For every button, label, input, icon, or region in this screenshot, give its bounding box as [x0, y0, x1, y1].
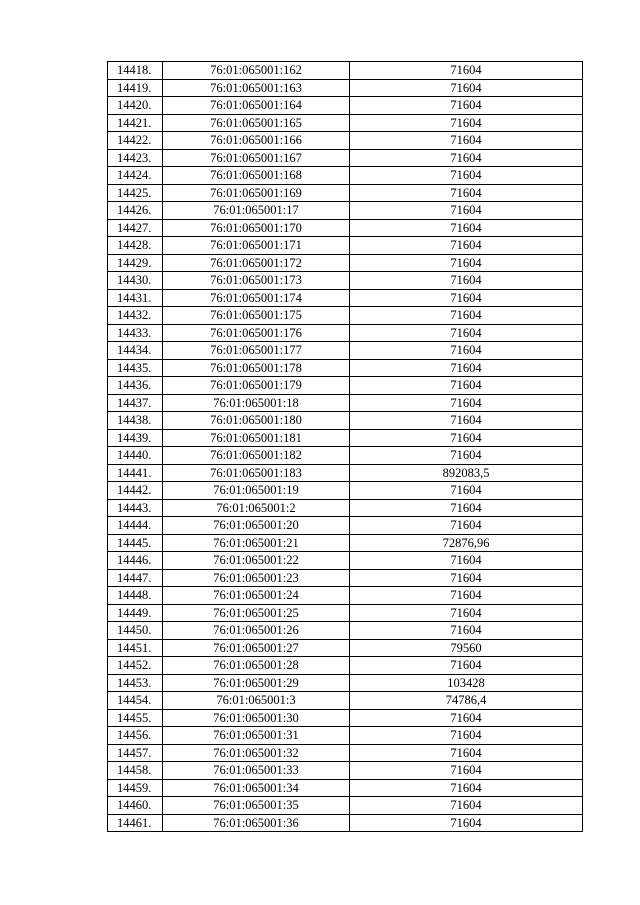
value-cell: 71604: [350, 814, 583, 832]
row-number-cell: 14422.: [108, 132, 163, 150]
row-number-cell: 14455.: [108, 709, 163, 727]
cadastral-number-cell: 76:01:065001:26: [163, 622, 350, 640]
value-cell: 74786,4: [350, 692, 583, 710]
value-cell: 71604: [350, 289, 583, 307]
row-number-cell: 14446.: [108, 552, 163, 570]
row-number-cell: 14437.: [108, 394, 163, 412]
row-number-cell: 14436.: [108, 377, 163, 395]
row-number-cell: 14452.: [108, 657, 163, 675]
value-cell: 71604: [350, 569, 583, 587]
table-row: [108, 289, 583, 307]
table-row: [108, 727, 583, 745]
value-cell: 71604: [350, 447, 583, 465]
row-number-cell: 14456.: [108, 727, 163, 745]
cadastral-number-cell: 76:01:065001:165: [163, 114, 350, 132]
cadastral-number-cell: 76:01:065001:20: [163, 517, 350, 535]
table-row: [108, 587, 583, 605]
cadastral-number-cell: 76:01:065001:28: [163, 657, 350, 675]
cadastral-number-cell: 76:01:065001:177: [163, 342, 350, 360]
row-number-cell: 14430.: [108, 272, 163, 290]
row-number-cell: 14424.: [108, 167, 163, 185]
table-row: [108, 429, 583, 447]
value-cell: 71604: [350, 202, 583, 220]
table-row: [108, 709, 583, 727]
cadastral-number-cell: 76:01:065001:29: [163, 674, 350, 692]
cadastral-number-cell: 76:01:065001:170: [163, 219, 350, 237]
value-cell: 71604: [350, 779, 583, 797]
value-cell: 71604: [350, 482, 583, 500]
table-row: [108, 534, 583, 552]
value-cell: 71604: [350, 97, 583, 115]
table-row: [108, 464, 583, 482]
row-number-cell: 14432.: [108, 307, 163, 325]
table-row: [108, 377, 583, 395]
value-cell: 71604: [350, 307, 583, 325]
row-number-cell: 14460.: [108, 797, 163, 815]
cadastral-number-cell: 76:01:065001:21: [163, 534, 350, 552]
cadastral-number-cell: 76:01:065001:32: [163, 744, 350, 762]
cadastral-number-cell: 76:01:065001:31: [163, 727, 350, 745]
row-number-cell: 14438.: [108, 412, 163, 430]
row-number-cell: 14435.: [108, 359, 163, 377]
table-row: [108, 814, 583, 832]
cadastral-number-cell: 76:01:065001:172: [163, 254, 350, 272]
cadastral-number-cell: 76:01:065001:23: [163, 569, 350, 587]
row-number-cell: 14449.: [108, 604, 163, 622]
row-number-cell: 14423.: [108, 149, 163, 167]
value-cell: 71604: [350, 657, 583, 675]
table-row: [108, 114, 583, 132]
cadastral-number-cell: 76:01:065001:34: [163, 779, 350, 797]
row-number-cell: 14457.: [108, 744, 163, 762]
row-number-cell: 14458.: [108, 762, 163, 780]
table-row: [108, 359, 583, 377]
value-cell: 71604: [350, 517, 583, 535]
value-cell: 71604: [350, 167, 583, 185]
value-cell: 71604: [350, 184, 583, 202]
value-cell: 79560: [350, 639, 583, 657]
table-row: [108, 412, 583, 430]
table-row: [108, 674, 583, 692]
table-row: [108, 552, 583, 570]
value-cell: 71604: [350, 412, 583, 430]
table-row: [108, 62, 583, 80]
cadastral-number-cell: 76:01:065001:168: [163, 167, 350, 185]
cadastral-number-cell: 76:01:065001:163: [163, 79, 350, 97]
table-row: [108, 237, 583, 255]
table-row: [108, 569, 583, 587]
cadastral-number-cell: 76:01:065001:2: [163, 499, 350, 517]
value-cell: 71604: [350, 377, 583, 395]
table-row: [108, 639, 583, 657]
row-number-cell: 14461.: [108, 814, 163, 832]
cadastral-number-cell: 76:01:065001:174: [163, 289, 350, 307]
cadastral-number-cell: 76:01:065001:30: [163, 709, 350, 727]
table-row: [108, 604, 583, 622]
value-cell: 71604: [350, 762, 583, 780]
value-cell: 71604: [350, 394, 583, 412]
value-cell: 71604: [350, 272, 583, 290]
row-number-cell: 14418.: [108, 62, 163, 80]
value-cell: 71604: [350, 499, 583, 517]
row-number-cell: 14420.: [108, 97, 163, 115]
row-number-cell: 14454.: [108, 692, 163, 710]
cadastral-number-cell: 76:01:065001:35: [163, 797, 350, 815]
cadastral-number-cell: 76:01:065001:27: [163, 639, 350, 657]
value-cell: 71604: [350, 797, 583, 815]
value-cell: 71604: [350, 429, 583, 447]
value-cell: 71604: [350, 342, 583, 360]
value-cell: 71604: [350, 219, 583, 237]
value-cell: 103428: [350, 674, 583, 692]
cadastral-number-cell: 76:01:065001:162: [163, 62, 350, 80]
cadastral-number-cell: 76:01:065001:173: [163, 272, 350, 290]
value-cell: 71604: [350, 62, 583, 80]
value-cell: 71604: [350, 254, 583, 272]
row-number-cell: 14433.: [108, 324, 163, 342]
row-number-cell: 14419.: [108, 79, 163, 97]
table-row: [108, 132, 583, 150]
row-number-cell: 14453.: [108, 674, 163, 692]
row-number-cell: 14427.: [108, 219, 163, 237]
cadastral-number-cell: 76:01:065001:3: [163, 692, 350, 710]
table-row: [108, 744, 583, 762]
value-cell: 71604: [350, 114, 583, 132]
row-number-cell: 14429.: [108, 254, 163, 272]
value-cell: 72876,96: [350, 534, 583, 552]
table-row: [108, 149, 583, 167]
table-row: [108, 779, 583, 797]
cadastral-number-cell: 76:01:065001:181: [163, 429, 350, 447]
cadastral-number-cell: 76:01:065001:24: [163, 587, 350, 605]
cadastral-number-cell: 76:01:065001:17: [163, 202, 350, 220]
cadastral-number-cell: 76:01:065001:171: [163, 237, 350, 255]
cadastral-number-cell: 76:01:065001:182: [163, 447, 350, 465]
table-row: [108, 79, 583, 97]
value-cell: 71604: [350, 359, 583, 377]
table-row: [108, 394, 583, 412]
cadastral-number-cell: 76:01:065001:22: [163, 552, 350, 570]
cadastral-number-cell: 76:01:065001:183: [163, 464, 350, 482]
row-number-cell: 14448.: [108, 587, 163, 605]
table-row: [108, 272, 583, 290]
value-cell: 71604: [350, 709, 583, 727]
table-row: [108, 219, 583, 237]
value-cell: 71604: [350, 149, 583, 167]
table-row: [108, 692, 583, 710]
table-row: [108, 447, 583, 465]
table-row: [108, 254, 583, 272]
row-number-cell: 14443.: [108, 499, 163, 517]
cadastral-number-cell: 76:01:065001:164: [163, 97, 350, 115]
row-number-cell: 14450.: [108, 622, 163, 640]
value-cell: 71604: [350, 604, 583, 622]
value-cell: 71604: [350, 237, 583, 255]
cadastral-number-cell: 76:01:065001:19: [163, 482, 350, 500]
row-number-cell: 14444.: [108, 517, 163, 535]
cadastral-number-cell: 76:01:065001:176: [163, 324, 350, 342]
cadastral-number-cell: 76:01:065001:36: [163, 814, 350, 832]
value-cell: 71604: [350, 79, 583, 97]
row-number-cell: 14451.: [108, 639, 163, 657]
cadastral-value-table: [107, 61, 583, 832]
table-row: [108, 184, 583, 202]
cadastral-number-cell: 76:01:065001:178: [163, 359, 350, 377]
table-row: [108, 324, 583, 342]
cadastral-number-cell: 76:01:065001:180: [163, 412, 350, 430]
table-row: [108, 517, 583, 535]
row-number-cell: 14441.: [108, 464, 163, 482]
table-row: [108, 167, 583, 185]
cadastral-number-cell: 76:01:065001:167: [163, 149, 350, 167]
table-row: [108, 797, 583, 815]
row-number-cell: 14439.: [108, 429, 163, 447]
cadastral-number-cell: 76:01:065001:33: [163, 762, 350, 780]
value-cell: 71604: [350, 727, 583, 745]
row-number-cell: 14431.: [108, 289, 163, 307]
table-row: [108, 657, 583, 675]
table-row: [108, 97, 583, 115]
row-number-cell: 14428.: [108, 237, 163, 255]
value-cell: 71604: [350, 622, 583, 640]
row-number-cell: 14434.: [108, 342, 163, 360]
table-body: [108, 62, 583, 832]
row-number-cell: 14425.: [108, 184, 163, 202]
value-cell: 71604: [350, 744, 583, 762]
value-cell: 71604: [350, 587, 583, 605]
table-row: [108, 202, 583, 220]
row-number-cell: 14445.: [108, 534, 163, 552]
row-number-cell: 14440.: [108, 447, 163, 465]
table-row: [108, 482, 583, 500]
row-number-cell: 14447.: [108, 569, 163, 587]
table-row: [108, 622, 583, 640]
value-cell: 71604: [350, 552, 583, 570]
cadastral-number-cell: 76:01:065001:175: [163, 307, 350, 325]
value-cell: 71604: [350, 132, 583, 150]
cadastral-number-cell: 76:01:065001:179: [163, 377, 350, 395]
row-number-cell: 14459.: [108, 779, 163, 797]
table-row: [108, 307, 583, 325]
table-row: [108, 342, 583, 360]
row-number-cell: 14442.: [108, 482, 163, 500]
value-cell: 892083,5: [350, 464, 583, 482]
cadastral-number-cell: 76:01:065001:25: [163, 604, 350, 622]
row-number-cell: 14426.: [108, 202, 163, 220]
cadastral-number-cell: 76:01:065001:169: [163, 184, 350, 202]
cadastral-number-cell: 76:01:065001:166: [163, 132, 350, 150]
value-cell: 71604: [350, 324, 583, 342]
row-number-cell: 14421.: [108, 114, 163, 132]
table-row: [108, 499, 583, 517]
table-row: [108, 762, 583, 780]
cadastral-number-cell: 76:01:065001:18: [163, 394, 350, 412]
